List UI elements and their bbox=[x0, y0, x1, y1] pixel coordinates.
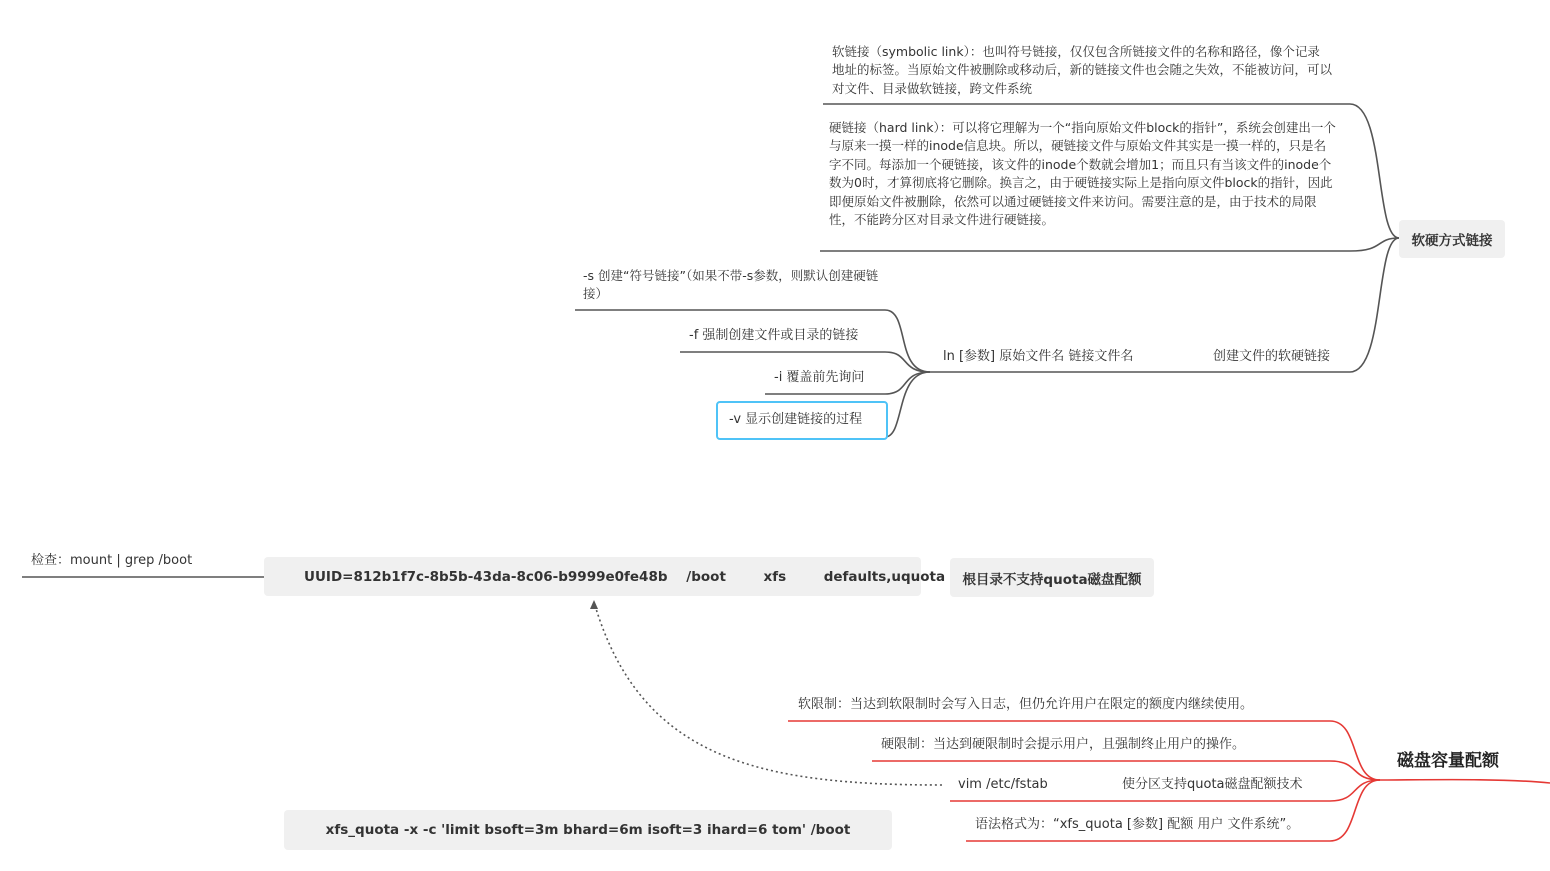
vim-fstab-node[interactable]: vim /etc/fstab bbox=[958, 777, 1048, 792]
xfs-quota-command-node[interactable]: xfs_quota -x -c 'limit bsoft=3m bhard=6m isoft=3 ihard=6 tom' /boot bbox=[284, 810, 892, 850]
soft-link-description[interactable]: 软链接（symbolic link）：也叫符号链接，仅仅包含所链接文件的名称和路径，像个记录地址的标签。当原始文件被删除或移动后，新的链接文件也会随之失效，不能被访问，可以对文件、目录做软链接，跨文件系统 bbox=[832, 44, 1333, 96]
hard-limit-node[interactable]: 硬限制：当达到硬限制时会提示用户，且强制终止用户的操作。 bbox=[881, 737, 1246, 752]
syntax-node[interactable]: 语法格式为：“xfs_quota [参数] 配额 用户 文件系统”。 bbox=[975, 817, 1300, 832]
option-s-node[interactable]: -s 创建“符号链接”（如果不带-s参数，则默认创建硬链接） bbox=[583, 268, 879, 302]
fstab-line-node[interactable]: UUID=812b1f7c-8b5b-43da-8c06-b9999e0fe48b /boot xfs defaults,uquota bbox=[264, 557, 921, 596]
option-f-node[interactable]: -f 强制创建文件或目录的链接 bbox=[689, 328, 859, 343]
branch-hard-link bbox=[820, 238, 1399, 251]
quota-topic-node[interactable]: 磁盘容量配额 bbox=[1397, 751, 1499, 771]
create-link-node[interactable]: 创建文件的软硬链接 bbox=[1213, 349, 1331, 364]
arrow-head bbox=[590, 600, 598, 609]
option-i-node[interactable]: -i 覆盖前先询问 bbox=[774, 370, 865, 385]
ln-syntax-node[interactable]: ln [参数] 原始文件名 链接文件名 bbox=[943, 349, 1134, 364]
relationship-arrow bbox=[594, 602, 942, 785]
check-node[interactable]: 检查：mount | grep /boot bbox=[31, 553, 193, 568]
option-v-node[interactable]: -v 显示创建链接的过程 bbox=[729, 412, 863, 427]
branch-opt-v bbox=[885, 372, 930, 437]
soft-limit-node[interactable]: 软限制：当达到软限制时会写入日志，但仍允许用户在限定的额度内继续使用。 bbox=[798, 697, 1254, 712]
branch-quota-root bbox=[1380, 780, 1550, 783]
hard-link-description[interactable]: 硬链接（hard link）：可以将它理解为一个“指向原始文件block的指针”，系统会创建出一个与原来一摸一样的inode信息块。所以，硬链接文件与原始文件其实是一摸一样的，只是名字不同。每添加一个硬链接，该文件的inode个数就会增加1；而且只有当该文件的inode个数为0时，才算彻底将它删除。换言之，由于硬链接实际上是指向原文件block的指针，因此即便原始文件被删除，依然可以通过硬链接文件来访问。需要注意的是，由于技术的局限性，不能跨分区对目录文件进行硬链接。 bbox=[829, 120, 1336, 228]
root-note-node[interactable]: 根目录不支持quota磁盘配额 bbox=[950, 558, 1154, 597]
link-topic-node[interactable]: 软硬方式链接 bbox=[1399, 220, 1505, 258]
enable-quota-node[interactable]: 使分区支持quota磁盘配额技术 bbox=[1122, 777, 1303, 792]
